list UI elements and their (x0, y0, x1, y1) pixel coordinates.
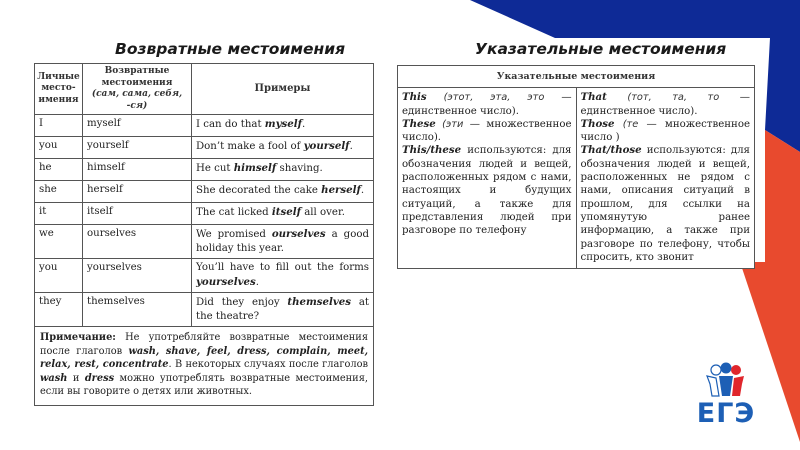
table-row (35, 159, 374, 181)
header-personal: Личные место-имения (35, 64, 83, 115)
table-header-row (35, 64, 374, 115)
header-reflexive: Возвратные местоимения (сам, сама, себя, -ся) (83, 64, 192, 115)
table-row (35, 181, 374, 203)
table-row (35, 225, 374, 259)
example-sentence: Did they enjoy themselves at the theatre? (192, 293, 374, 327)
reflexive-pronoun: ourselves (83, 225, 192, 259)
reflexive-pronoun: himself (83, 159, 192, 181)
personal-pronoun: it (35, 203, 83, 225)
demonstrative-pronouns-table (397, 65, 755, 269)
personal-pronoun: she (35, 181, 83, 203)
header-examples: Примеры (192, 64, 374, 115)
personal-pronoun: we (35, 225, 83, 259)
ege-logo (686, 362, 766, 442)
reflexive-pronoun: yourselves (83, 259, 192, 293)
example-sentence: He cut himself shaving. (192, 159, 374, 181)
note-text: Примечание: Не употребляйте возвратные местоимения после глаголов wash, shave, feel, dress, complain, meet, relax, rest, concentrate. В некоторых случаях после глаголов wash и dress можно употреблять возвратные местоимения, если вы говорите о детях или животных. (35, 327, 374, 406)
reflexive-pronoun: themselves (83, 293, 192, 327)
personal-pronoun: I (35, 115, 83, 137)
example-sentence: Don’t make a fool of yourself. (192, 137, 374, 159)
right-section-title: Указательные местоимения (475, 40, 727, 58)
table-row (35, 115, 374, 137)
reflexive-pronouns-table (34, 63, 374, 406)
reflexive-pronoun: yourself (83, 137, 192, 159)
table-row (35, 203, 374, 225)
personal-pronoun: you (35, 137, 83, 159)
left-section-title: Возвратные местоимения (115, 40, 346, 58)
note-row (35, 327, 374, 406)
reflexive-pronoun: itself (83, 203, 192, 225)
reflexive-pronoun: herself (83, 181, 192, 203)
table-row (35, 293, 374, 327)
example-sentence: She decorated the cake herself. (192, 181, 374, 203)
ege-logo-text: ЕГЭ (696, 398, 756, 429)
example-sentence: The cat licked itself all over. (192, 203, 374, 225)
reflexive-pronoun: myself (83, 115, 192, 137)
personal-pronoun: you (35, 259, 83, 293)
table-row (35, 137, 374, 159)
header-reflexive-sub: (сам, сама, себя, -ся) (91, 89, 183, 111)
example-sentence: You’ll have to fill out the forms yourselves. (192, 259, 374, 293)
people-figures-icon (686, 362, 766, 400)
far-pronouns-cell: That (тот, та, то — единственное число). Those (те — множественное число ) That/those используются: для обозначения людей и вещей, расположенных не рядом с нами, описания ситуаций в прошлом, для ссылки на упомянутую ранее информацию, а также при разговоре по телефону, чтобы спросить, кто звонит (576, 88, 755, 269)
example-sentence: I can do that myself. (192, 115, 374, 137)
personal-pronoun: he (35, 159, 83, 181)
table-header: Указательные местоимения (398, 66, 755, 88)
example-sentence: We promised ourselves a good holiday this year. (192, 225, 374, 259)
near-pronouns-cell: This (этот, эта, это — единственное число). These (эти — множественное число). This/these используются: для обозначения людей и вещей, расположенных рядом с нами, настоящих и будущих ситуаций, а также для представления людей при разговоре по телефону (398, 88, 577, 269)
personal-pronoun: they (35, 293, 83, 327)
table-row (35, 259, 374, 293)
